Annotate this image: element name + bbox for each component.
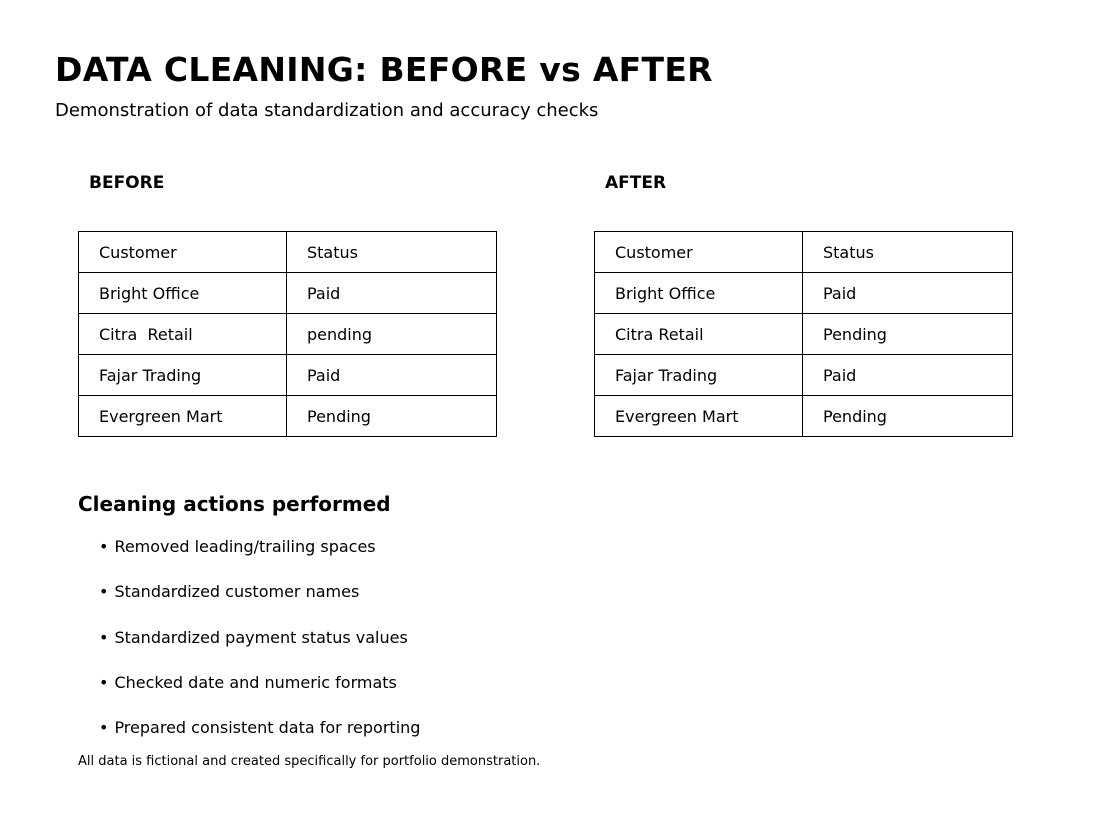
- page-title: DATA CLEANING: BEFORE vs AFTER: [55, 50, 713, 89]
- actions-list: [99, 537, 420, 763]
- table-row: [79, 355, 497, 396]
- status-cell: Paid: [803, 355, 1013, 396]
- before-table: [78, 231, 497, 437]
- footnote: All data is fictional and created specifically for portfolio demonstration.: [78, 754, 541, 769]
- table-header-row: [79, 232, 497, 273]
- list-item-text: Checked date and numeric formats: [114, 672, 397, 692]
- list-item-text: Standardized customer names: [114, 582, 360, 602]
- table-row: [595, 314, 1013, 355]
- page-subtitle: Demonstration of data standardization and accuracy checks: [55, 100, 599, 121]
- list-item: [99, 673, 420, 718]
- header-status: Status: [803, 232, 1013, 273]
- customer-cell: Citra Retail: [595, 314, 803, 355]
- after-table: [594, 231, 1013, 437]
- status-cell: pending: [287, 314, 497, 355]
- before-label: BEFORE: [89, 173, 165, 193]
- list-item-text: Prepared consistent data for reporting: [114, 718, 421, 738]
- bullet-icon: •: [99, 718, 109, 738]
- customer-cell: Evergreen Mart: [79, 396, 287, 437]
- status-cell: Pending: [803, 314, 1013, 355]
- customer-cell: Fajar Trading: [595, 355, 803, 396]
- header-customer: Customer: [595, 232, 803, 273]
- status-cell: Paid: [287, 355, 497, 396]
- list-item: [99, 582, 420, 627]
- bullet-icon: •: [99, 582, 109, 602]
- customer-cell: Evergreen Mart: [595, 396, 803, 437]
- table-row: [595, 396, 1013, 437]
- status-cell: Paid: [803, 273, 1013, 314]
- after-label: AFTER: [605, 173, 667, 193]
- table-header-row: [595, 232, 1013, 273]
- actions-heading: Cleaning actions performed: [78, 492, 391, 516]
- table-row: [79, 396, 497, 437]
- bullet-icon: •: [99, 537, 109, 556]
- customer-cell: Fajar Trading: [79, 355, 287, 396]
- table-row: [595, 355, 1013, 396]
- table-row: [595, 273, 1013, 314]
- bullet-icon: •: [99, 627, 109, 647]
- customer-cell: Bright Office: [79, 273, 287, 314]
- customer-cell: Bright Office: [595, 273, 803, 314]
- status-cell: Pending: [287, 396, 497, 437]
- status-cell: Paid: [287, 273, 497, 314]
- list-item: [99, 537, 420, 582]
- list-item-text: Standardized payment status values: [114, 627, 408, 647]
- status-cell: Pending: [803, 396, 1013, 437]
- list-item-text: Removed leading/trailing spaces: [114, 537, 376, 556]
- header-status: Status: [287, 232, 497, 273]
- list-item: [99, 628, 420, 673]
- table-row: [79, 314, 497, 355]
- bullet-icon: •: [99, 672, 109, 692]
- header-customer: Customer: [79, 232, 287, 273]
- table-row: [79, 273, 497, 314]
- customer-cell: Citra Retail: [79, 314, 287, 355]
